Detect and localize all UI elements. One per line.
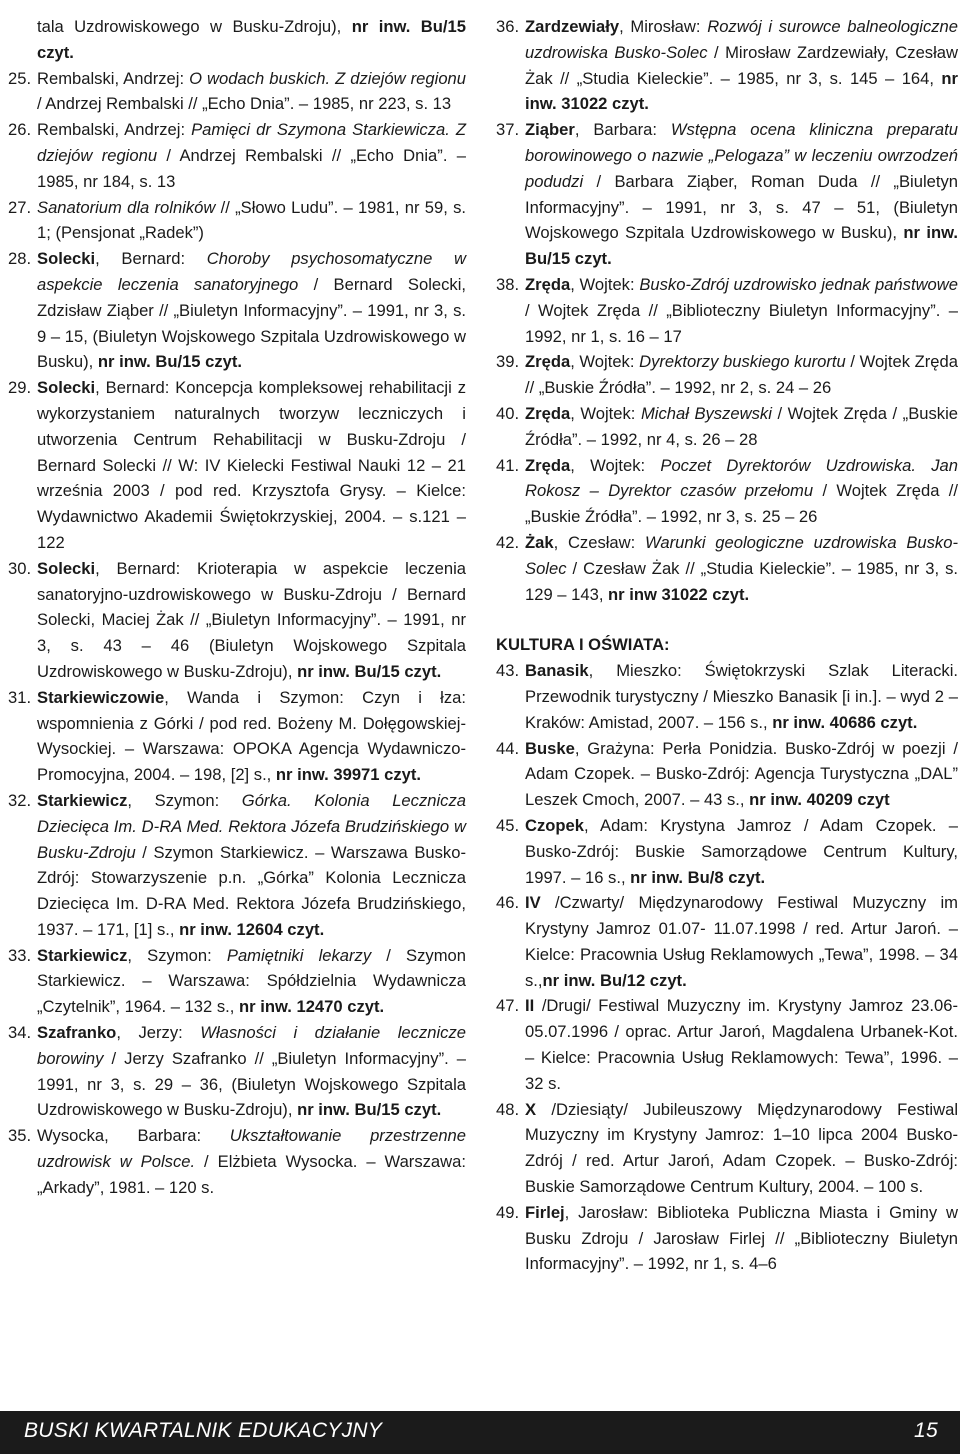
entry-title: Poczet Dyrektorów Uzdrowiska. Jan Rokosz – Dyrektor czasów przełomu: [525, 455, 958, 501]
bibliography-entry: [8, 685, 466, 788]
entry-author: Zręda: [525, 352, 571, 372]
bibliography-entry: [496, 530, 958, 607]
entry-title: Sanatorium dla rolników: [37, 197, 216, 217]
entry-text: / Szymon Starkiewicz. – Warszawa Busko-Zdrój: Stowarzyszenie p.n. „Górka” Kolonia Lecznicza Dziecięca Im. D-RA Med. Rektora Józefa Brudzińskiego, 1937. – 171, [1] s.,: [37, 842, 466, 939]
entry-text: , Wanda i Szymon: Czyn i łza: wspomnienia z Górki / pod red. Bożeny M. Dołęgowskiej-Wysockiej. – Warszawa: OPOKA Agencja Wydawniczo-Promocyjna, 2004. – 198, [2] s.,: [37, 687, 466, 785]
entry-author: Solecki: [37, 378, 96, 398]
entry-author: Szafranko: [37, 1023, 117, 1043]
entry-text: / Szymon Starkiewicz. – Warszawa: Spółdzielnia Wydawnicza „Czytelnik”, 1964. – 132 s.,: [37, 945, 467, 1017]
entry-text: / Barbara Ziąber, Roman Duda // „Biuletyn Informacyjny”. – 1991, nr 3, s. 47 – 51, (Biuletyn Wojskowego Szpitala Uzdrowiskowego w Busku),: [525, 171, 958, 243]
inventory-number: nr inw. Bu/15 czyt.: [37, 17, 466, 62]
bibliography-entry: [8, 1020, 466, 1123]
entry-number: 36.: [496, 17, 520, 36]
entry-title: Pamięci dr Szymona Starkiewicza. Z dziejów regionu: [37, 120, 466, 165]
entry-author: Buske: [525, 738, 575, 758]
bibliography-entry: [8, 788, 466, 943]
inventory-number: nr inw. 31022 czyt.: [525, 68, 958, 114]
inventory-number: nr inw. Bu/15 czyt.: [525, 223, 958, 269]
entry-author: Solecki: [37, 558, 96, 578]
entry-text: , Grażyna: Perła Ponidzia. Busko-Zdrój w poezji / Adam Czopek. – Busko-Zdrój: Agencja Turystyczna „DAL” Leszek Cmoch, 2007. – 43 s.,: [525, 738, 958, 810]
bibliography-entry: [496, 14, 958, 117]
entry-number: 40.: [496, 403, 520, 423]
bibliography-entry: [496, 1200, 958, 1277]
bibliography-entry: [496, 813, 958, 890]
inventory-number: nr inw. 12470 czyt.: [239, 997, 385, 1017]
entry-title: Dyrektorzy buskiego kurortu: [639, 352, 846, 372]
entry-number: 41.: [496, 455, 520, 475]
bibliography-entry: [8, 1123, 466, 1200]
entry-author: Zręda: [525, 274, 571, 294]
inventory-number: nr inw. 40686 czyt.: [772, 712, 918, 732]
bibliography-entry: [496, 993, 958, 1096]
entry-title: Ukształtowanie przestrzenne uzdrowisk w Polsce.: [37, 1126, 466, 1172]
section-heading: KULTURA I OŚWIATA:: [496, 635, 670, 655]
entry-text: / Czesław Żak // „Studia Kieleckie”. – 1985, nr 3, s. 129 – 143,: [525, 558, 958, 604]
entry-title: Choroby psychosomatyczne w aspekcie leczenia sanatoryjnego: [37, 249, 466, 294]
entry-number: 29.: [8, 378, 32, 398]
right-column: [496, 14, 958, 1277]
entry-text: / Andrzej Rembalski // „Echo Dnia”. – 1985, nr 223, s. 13: [37, 94, 452, 114]
bibliography-entry: [8, 556, 466, 685]
bibliography-entry: [496, 736, 958, 813]
entry-text: /Drugi/ Festiwal Muzyczny im. Krystyny Jamroz 23.06-05.07.1996 / oprac. Artur Jaroń, Magdalena Urbanek-Kot. – Kielce: Pracownia Usług Reklamowych: Tewa”, 1996. – 32 s.: [525, 996, 958, 1093]
bibliography-entry: [8, 117, 466, 194]
entry-title: Wstępna ocena kliniczna preparatu borowinowego o nazwie „Pelogaza” w leczeniu owrzodzeń podudzi: [525, 120, 958, 191]
entry-author: Czopek: [525, 815, 585, 835]
entry-text: / Wojtek Zręda // „Buskie Źródła”. – 1992, nr 2, s. 24 – 26: [525, 352, 958, 398]
entry-author: Zręda: [525, 455, 571, 475]
inventory-number: nr inw. Bu/15 czyt.: [97, 352, 243, 372]
entry-title: Busko-Zdrój uzdrowisko jednak państwowe: [639, 274, 958, 294]
bibliography-entry: [496, 1097, 958, 1200]
entry-number: 34.: [8, 1023, 32, 1043]
entry-number: 43.: [496, 661, 520, 681]
entry-number: 35.: [8, 1126, 32, 1146]
bibliography-entry: [496, 272, 958, 349]
entry-author: Ziąber: [525, 120, 575, 140]
entry-title: Warunki geologiczne uzdrowiska Busko-Solec: [525, 532, 958, 578]
entry-title: Rozwój i surowce balneologiczne uzdrowiska Busko-Solec: [525, 17, 958, 62]
entry-number: 42.: [496, 532, 520, 552]
entry-title: Górka. Kolonia Lecznicza Dziecięca Im. D-RA Med. Rektora Józefa Brudzińskiego w Busku-Zdroju: [37, 790, 466, 862]
entry-text: , Jerzy:: [116, 1023, 201, 1043]
entry-text: Rembalski, Andrzej:: [37, 68, 190, 88]
inventory-number: nr inw. 39971 czyt.: [275, 765, 422, 785]
entry-text: , Czesław:: [553, 532, 645, 552]
entry-number: 26.: [8, 120, 32, 140]
entry-number: 27.: [8, 197, 32, 217]
entry-text: , Bernard: Krioterapia w aspekcie leczenia sanatoryjno-uzdrowiskowego w Busku-Zdroju / Bernard Solecki, Maciej Żak // „Biuletyn Informacyjny”. – 1991, nr 3, s. 43 – 46 (Biuletyn Wojskowego Szpitala Uzdrowiskowego w Busku-Zdroju),: [37, 558, 466, 681]
entry-text: / Jerzy Szafranko // „Biuletyn Informacyjny”. – 1991, nr 3, s. 29 – 36, (Biuletyn Wojskowego Szpitala Uzdrowiskowego w Busku-Zdroju),: [37, 1048, 466, 1120]
entry-text: / Wojtek Zręda // „Buskie Źródła”. – 1992, nr 3, s. 25 – 26: [525, 481, 958, 527]
entry-text: / Wojtek Zręda / „Buskie Źródła”. – 1992, nr 4, s. 26 – 28: [525, 403, 958, 449]
entry-author: Zręda: [525, 403, 571, 423]
entry-number: 31.: [8, 687, 32, 707]
entry-author: X: [525, 1099, 537, 1119]
bibliography-entry: [496, 401, 958, 453]
entry-author: Starkiewicz: [37, 790, 128, 810]
entry-text: / Wojtek Zręda // „Biblioteczny Biuletyn Informacyjny”. – 1992, nr 1, s. 16 – 17: [525, 300, 958, 346]
entry-text: , Barbara:: [574, 120, 671, 140]
entry-text: , Adam: Krystyna Jamroz / Adam Czopek. – Busko-Zdrój: Buskie Samorządowe Centrum Kultury, 1997. – 16 s.,: [525, 815, 958, 887]
bibliography-entry: [496, 349, 958, 401]
page-number: 15: [914, 1419, 938, 1442]
entry-number: 38.: [496, 274, 520, 294]
entry-number: 45.: [496, 815, 520, 835]
entry-number: 39.: [496, 352, 520, 372]
entry-author: Banasik: [525, 661, 589, 681]
bibliography-entry: [8, 375, 466, 556]
entry-number: 46.: [496, 893, 520, 913]
left-column: [8, 14, 466, 1201]
entry-number: 37.: [496, 120, 520, 140]
entry-text: Wysocka, Barbara:: [37, 1126, 230, 1146]
entry-text: , Wojtek:: [570, 352, 640, 372]
inventory-number: nr inw 31022 czyt.: [608, 584, 750, 604]
bibliography-entry: [8, 943, 466, 1020]
entry-text: , Wojtek:: [570, 274, 640, 294]
entry-author: IV: [525, 893, 541, 913]
inventory-number: nr inw. Bu/8 czyt.: [630, 867, 766, 887]
entry-title: Michał Byszewski: [640, 403, 772, 423]
entry-text: , Szymon:: [127, 790, 242, 810]
entry-author: Firlej: [525, 1202, 565, 1222]
entry-number: 25.: [8, 68, 32, 88]
inventory-number: nr inw. Bu/12 czyt.: [542, 970, 687, 990]
entry-number: 47.: [496, 996, 520, 1016]
entry-text: / Andrzej Rembalski // „Echo Dnia”. – 1985, nr 184, s. 13: [37, 145, 467, 191]
entry-text: , Bernard: Koncepcja kompleksowej rehabilitacji z wykorzystaniem naturalnych tworzyw leczniczych i utworzenia Centrum Rehabilitacji w Busku-Zdroju / Bernard Solecki // W: IV Kielecki Festiwal Nauki 12 – 21 września 2003 / pod red. Krzysztofa Grysy. – Kielce: Wydawnictwo Akademii Świętokrzyskiej, 2004. – s.121 – 122: [37, 378, 466, 552]
bibliography-entry: [496, 890, 958, 993]
inventory-number: nr inw. 12604 czyt.: [179, 919, 325, 939]
entry-text: , Mieszko: Świętokrzyski Szlak Literacki. Przewodnik turystyczny / Mieszko Banasik [i in.]. – wyd 2 – Kraków: Amistad, 2007. – 156 s.,: [525, 661, 958, 732]
entry-author: Zardzewiały: [525, 17, 620, 36]
entry-text: , Wojtek:: [570, 403, 641, 423]
entry-text: // „Słowo Ludu”. – 1981, nr 59, s. 1; (Pensjonat „Radek”): [37, 197, 467, 243]
entry-title: Pamiętniki lekarzy: [226, 945, 372, 965]
entry-number: 49.: [496, 1202, 520, 1222]
journal-title: BUSKI KWARTALNIK EDUKACYJNY: [24, 1419, 383, 1442]
bibliography-entry: [8, 195, 466, 247]
entry-text: , Szymon:: [127, 945, 227, 965]
entry-number: 32.: [8, 790, 32, 810]
entry-author: Żak: [525, 532, 554, 552]
entry-author: Starkiewicz: [37, 945, 128, 965]
bibliography-entry: [8, 246, 466, 375]
entry-text: tala Uzdrowiskowego w Busku-Zdroju),: [37, 17, 352, 36]
entry-number: 48.: [496, 1099, 520, 1119]
bibliography-entry: [496, 658, 958, 735]
entry-number: 44.: [496, 738, 520, 758]
entry-number: 28.: [8, 249, 32, 269]
entry-author: Starkiewiczowie: [37, 687, 165, 707]
page-footer: [0, 1411, 960, 1454]
entry-title: O wodach buskich. Z dziejów regionu: [189, 68, 467, 88]
entry-title: Własności i działanie lecznicze borowiny: [37, 1023, 466, 1068]
entry-text: , Bernard:: [95, 249, 207, 269]
entry-text: , Mirosław:: [619, 17, 708, 36]
entry-text: / Mirosław Zardzewiały, Czesław Żak // „Studia Kieleckie”. – 1985, nr 3, s. 145 – 164,: [525, 42, 959, 88]
inventory-number: nr inw. 40209 czyt: [749, 790, 890, 810]
entry-number: 33.: [8, 945, 32, 965]
entry-text: Rembalski, Andrzej:: [37, 120, 192, 140]
entry-text: , Jarosław: Biblioteka Publiczna Miasta i Gminy w Busku Zdroju / Jarosław Firlej // „Biblioteczny Biuletyn Informacyjny”. – 1992, nr 1, s. 4–6: [525, 1202, 958, 1274]
entry-author: Solecki: [37, 249, 96, 269]
bibliography-entry: [8, 14, 466, 66]
entry-text: /Dziesiąty/ Jubileuszowy Międzynarodowy Festiwal Muzyczny im Krystyny Jamroz: 1–10 lipca 2004 Busko-Zdrój / red. Artur Jaroń, Adam Czopek. – Busko-Zdrój: Buskie Samorządowe Centrum Kultury, 2004. – 100 s.: [525, 1099, 958, 1197]
inventory-number: nr inw. Bu/15 czyt.: [297, 661, 442, 681]
entry-number: 30.: [8, 558, 32, 578]
entry-text: / Bernard Solecki, Zdzisław Ziąber // „Biuletyn Informacyjny”. – 1991, nr 3, s. 9 – 15, (Biuletyn Wojskowego Szpitala Uzdrowiskowego w Busku),: [37, 274, 467, 372]
entry-text: , Wojtek:: [570, 455, 661, 475]
entry-author: II: [525, 996, 535, 1016]
entry-text: / Elżbieta Wysocka. – Warszawa: „Arkady”, 1981. – 120 s.: [37, 1152, 466, 1197]
entry-text: /Czwarty/ Międzynarodowy Festiwal Muzyczny im Krystyny Jamroz 01.07- 11.07.1998 / red. Artur Jaroń. – Kielce: Pracownia Usług Reklamowych „Tewa”, 1998. – 34 s.,: [525, 893, 958, 990]
bibliography-entry: [496, 117, 958, 272]
bibliography-entry: [8, 66, 466, 118]
inventory-number: nr inw. Bu/15 czyt.: [297, 1100, 442, 1120]
bibliography-entry: [496, 453, 958, 530]
